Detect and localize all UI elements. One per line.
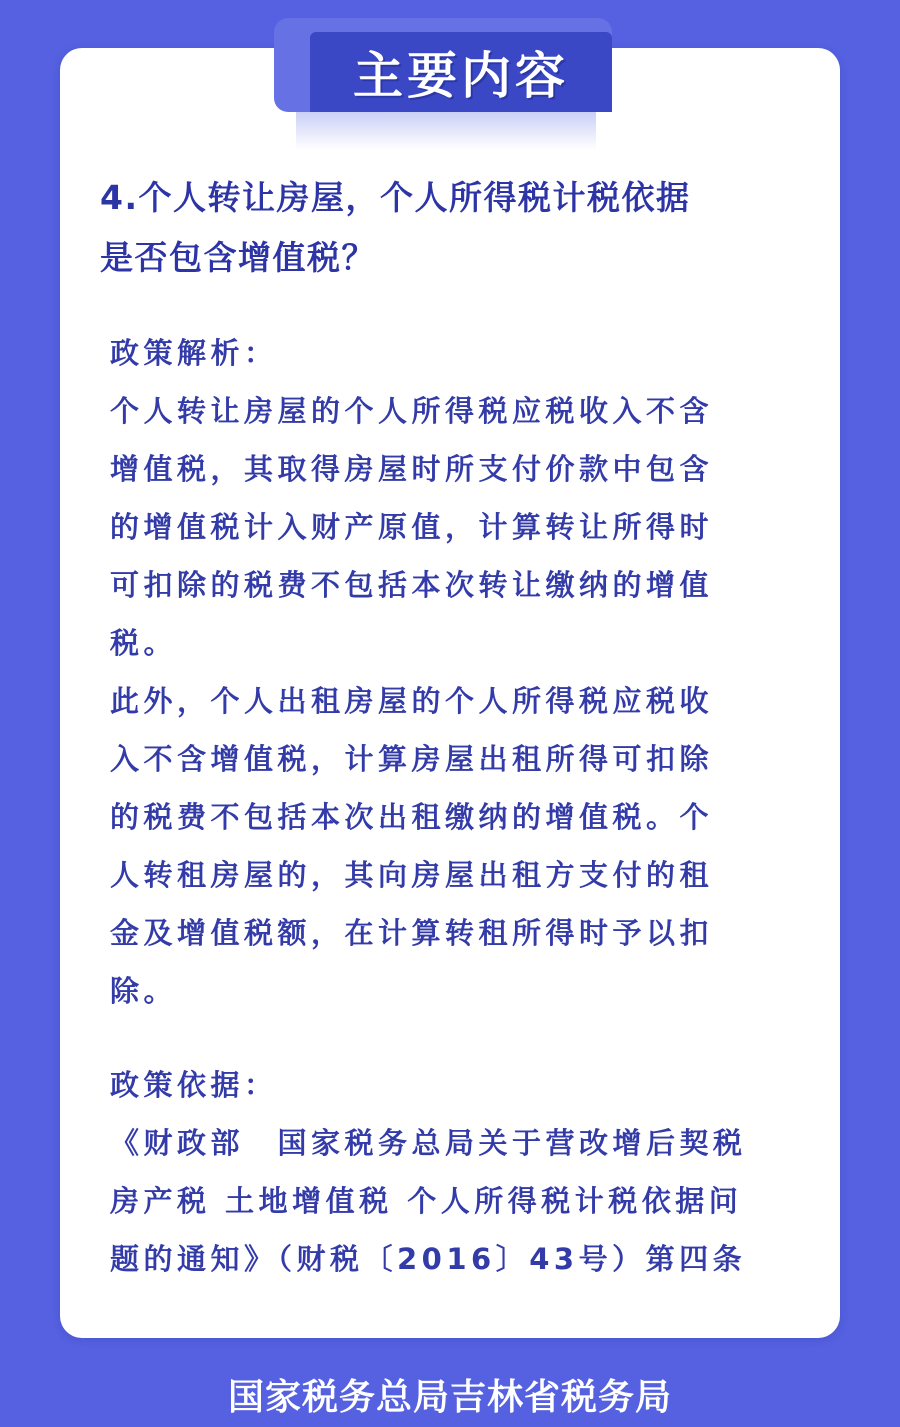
text-line: 此外，个人出租房屋的个人所得税应税收 xyxy=(110,684,714,718)
banner-title: 主要内容 xyxy=(310,32,612,112)
footer-organization: 国家税务总局吉林省税务局 xyxy=(227,1377,672,1418)
text-line: 除。 xyxy=(110,974,178,1008)
policy-analysis-heading: 政策解析： xyxy=(110,336,278,370)
text-line: 税。 xyxy=(110,626,178,660)
question-heading xyxy=(100,168,810,288)
question-line-2: 是否包含增值税？ xyxy=(100,238,376,277)
text-line: 的增值税计入财产原值，计算转让所得时 xyxy=(110,510,714,544)
policy-basis-heading: 政策依据： xyxy=(110,1068,278,1102)
text-line: 金及增值税额，在计算转租所得时予以扣 xyxy=(110,916,714,950)
text-line: 的税费不包括本次出租缴纳的增值税。个 xyxy=(110,800,714,834)
banner-glow xyxy=(296,110,596,150)
text-line: 入不含增值税，计算房屋出租所得可扣除 xyxy=(110,742,714,776)
policy-analysis-section xyxy=(110,324,800,1020)
policy-basis-section xyxy=(110,1056,800,1288)
text-line: 题的通知》（财税〔2016〕43号）第四条 xyxy=(110,1242,747,1276)
analysis-paragraph-1 xyxy=(110,382,800,672)
question-line-1: 4.个人转让房屋，个人所得税计税依据 xyxy=(100,178,691,217)
text-line: 房产税 土地增值税 个人所得税计税依据问 xyxy=(110,1184,743,1218)
text-line: 《财政部 国家税务总局关于营改增后契税 xyxy=(110,1126,747,1160)
text-line: 可扣除的税费不包括本次转让缴纳的增值 xyxy=(110,568,714,602)
text-line: 个人转让房屋的个人所得税应税收入不含 xyxy=(110,394,714,428)
analysis-paragraph-2 xyxy=(110,672,800,1020)
text-line: 人转租房屋的，其向房屋出租方支付的租 xyxy=(110,858,714,892)
policy-basis-citation xyxy=(110,1114,800,1288)
text-line: 增值税，其取得房屋时所支付价款中包含 xyxy=(110,452,714,486)
